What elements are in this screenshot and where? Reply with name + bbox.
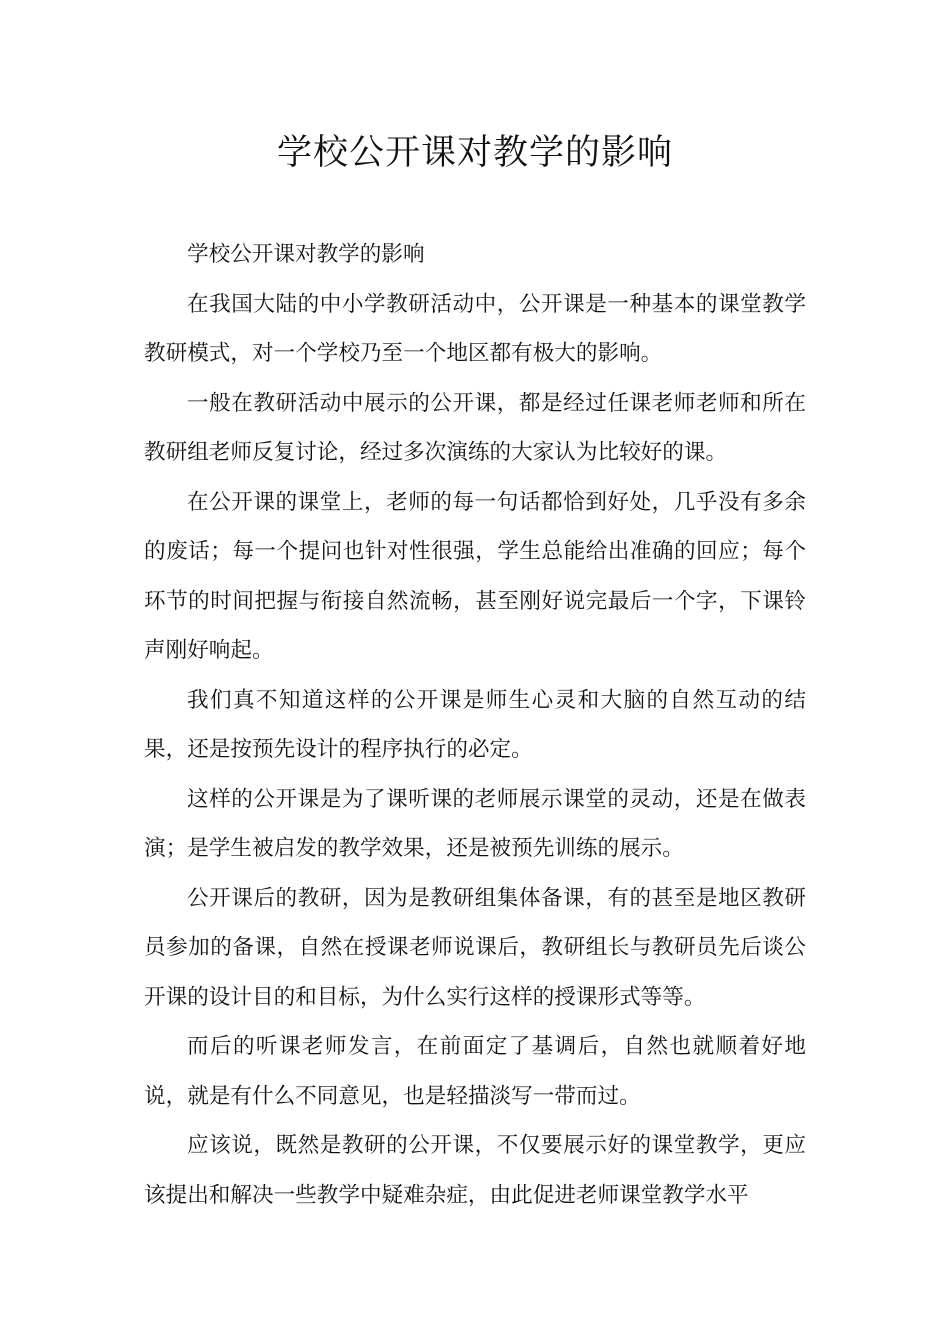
document-title: 学校公开课对教学的影响 [276,133,673,173]
paragraph: 在我国大陆的中小学教研活动中，公开课是一种基本的课堂教学教研模式，对一个学校乃至一个地区都有极大的影响。 [144,291,806,366]
paragraph-subtitle: 学校公开课对教学的影响 [187,242,425,267]
paragraph: 一般在教研活动中展示的公开课，都是经过任课老师老师和所在教研组老师反复讨论，经过多次演练的大家认为比较好的课。 [144,390,806,465]
paragraph: 这样的公开课是为了课听课的老师展示课堂的灵动，还是在做表演；是学生被启发的教学效果，还是被预先训练的展示。 [144,786,806,861]
paragraph: 公开课后的教研，因为是教研组集体备课，有的甚至是地区教研员参加的备课，自然在授课老师说课后，教研组长与教研员先后谈公开课的设计目的和目标，为什么实行这样的授课形式等等。 [144,885,806,1010]
paragraph: 而后的听课老师发言，在前面定了基调后，自然也就顺着好地说，就是有什么不同意见，也是轻描淡写一带而过。 [144,1034,806,1109]
paragraph: 应该说，既然是教研的公开课，不仅要展示好的课堂教学，更应该提出和解决一些教学中疑难杂症，由此促进老师课堂教学水平 [144,1133,806,1208]
paragraph: 在公开课的课堂上，老师的每一句话都恰到好处，几乎没有多余的废话；每一个提问也针对性很强，学生总能给出准确的回应；每个环节的时间把握与衔接自然流畅，甚至刚好说完最后一个字，下课铃声刚好响起。 [144,489,806,663]
document-body [144,230,806,1220]
paragraph: 我们真不知道这样的公开课是师生心灵和大脑的自然互动的结果，还是按预先设计的程序执行的必定。 [144,687,806,762]
